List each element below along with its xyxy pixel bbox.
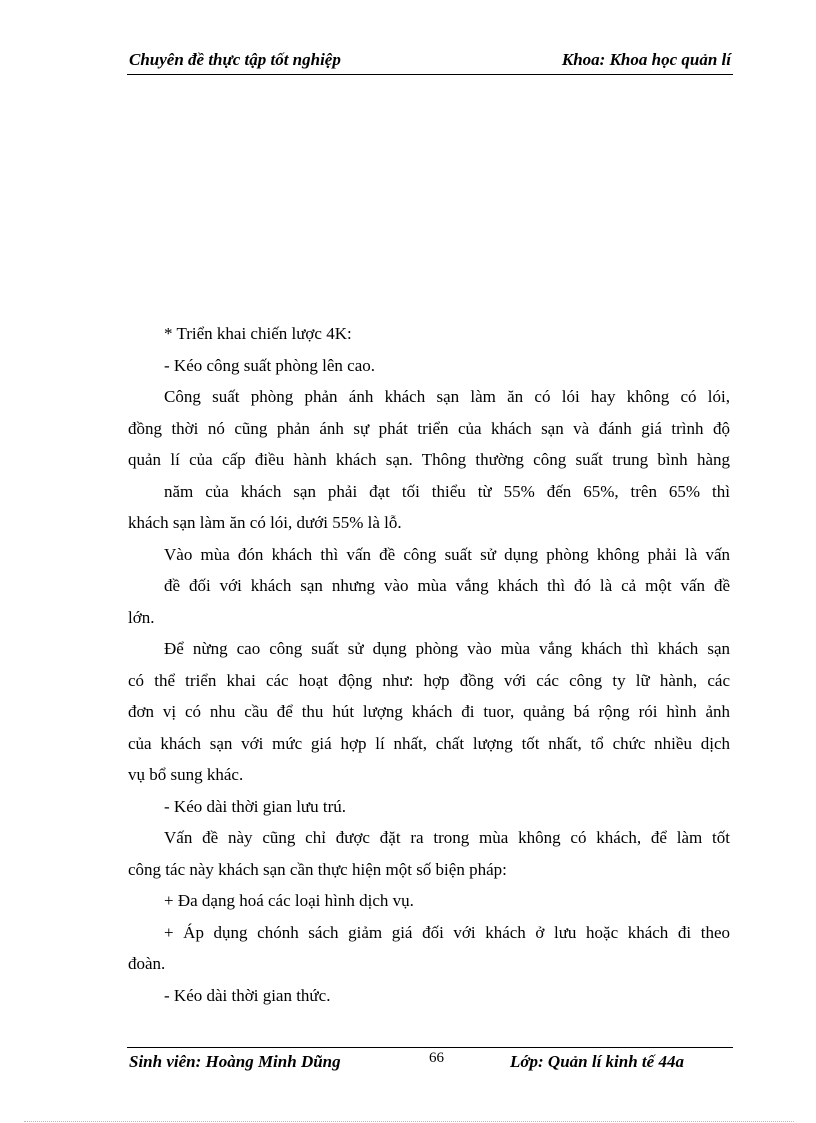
text-line: có thể triển khai các hoạt động như: hợp đồng với các công ty lữ hành, các bbox=[128, 670, 730, 690]
text-line: đồng thời nó cũng phản ánh sự phát triển của khách sạn và đánh giá trình độ bbox=[128, 418, 730, 438]
text-line: năm của khách sạn phải đạt tối thiểu từ 55% đến 65%, trên 65% thì bbox=[164, 481, 730, 501]
footer-class-name: Lớp: Quản lí kinh tế 44a bbox=[510, 1052, 684, 1071]
text-line: - Kéo dài thời gian lưu trú. bbox=[164, 796, 347, 816]
page-footer bbox=[127, 1047, 733, 1076]
text-line: của khách sạn với mức giá hợp lí nhất, chất lượng tốt nhất, tổ chức nhiều dịch bbox=[128, 733, 730, 753]
text-line: vụ bổ sung khác. bbox=[128, 765, 244, 784]
text-line: quản lí của cấp điều hành khách sạn. Thông thường công suất trung bình hàng bbox=[128, 450, 730, 469]
text-line: khách sạn làm ăn có lói, dưới 55% là lỗ. bbox=[128, 513, 402, 532]
text-line: lớn. bbox=[128, 607, 155, 627]
text-line: Vào mùa đón khách thì vấn đề công suất sử dụng phòng không phải là vấn bbox=[164, 544, 730, 564]
text-line: - Kéo dài thời gian thức. bbox=[164, 985, 331, 1005]
page-header bbox=[127, 50, 733, 75]
text-line: công tác này khách sạn cần thực hiện một số biện pháp: bbox=[128, 859, 507, 879]
header-left-title: Chuyên đề thực tập tốt nghiệp bbox=[129, 50, 341, 69]
page-bottom-dotted-divider bbox=[24, 1121, 794, 1122]
text-line: Để nừng cao công suất sử dụng phòng vào mùa vắng khách thì khách sạn bbox=[164, 639, 730, 658]
text-line: * Triển khai chiến lược 4K: bbox=[164, 324, 352, 343]
text-line: đơn vị có nhu cầu để thu hút lượng khách đi tuor, quảng bá rộng rói hình ảnh bbox=[128, 702, 730, 721]
header-right-faculty: Khoa: Khoa học quản lí bbox=[561, 50, 731, 69]
text-line: Công suất phòng phản ánh khách sạn làm ăn có lói hay không có lói, bbox=[164, 387, 730, 406]
text-line: Vấn đề này cũng chỉ được đặt ra trong mùa không có khách, để làm tốt bbox=[164, 828, 730, 847]
text-line: + Đa dạng hoá các loại hình dịch vụ. bbox=[164, 891, 414, 910]
text-line: + Áp dụng chónh sách giảm giá đối với khách ở lưu hoặc khách đi theo bbox=[164, 922, 730, 942]
text-line: đoàn. bbox=[128, 954, 166, 973]
text-line: đề đối với khách sạn nhưng vào mùa vắng khách thì đó là cả một vấn đề bbox=[164, 576, 730, 595]
body-text bbox=[128, 318, 730, 1011]
footer-student-name: Sinh viên: Hoàng Minh Dũng bbox=[129, 1052, 341, 1071]
text-line: - Kéo công suất phòng lên cao. bbox=[164, 355, 376, 375]
page-number: 66 bbox=[429, 1050, 444, 1066]
